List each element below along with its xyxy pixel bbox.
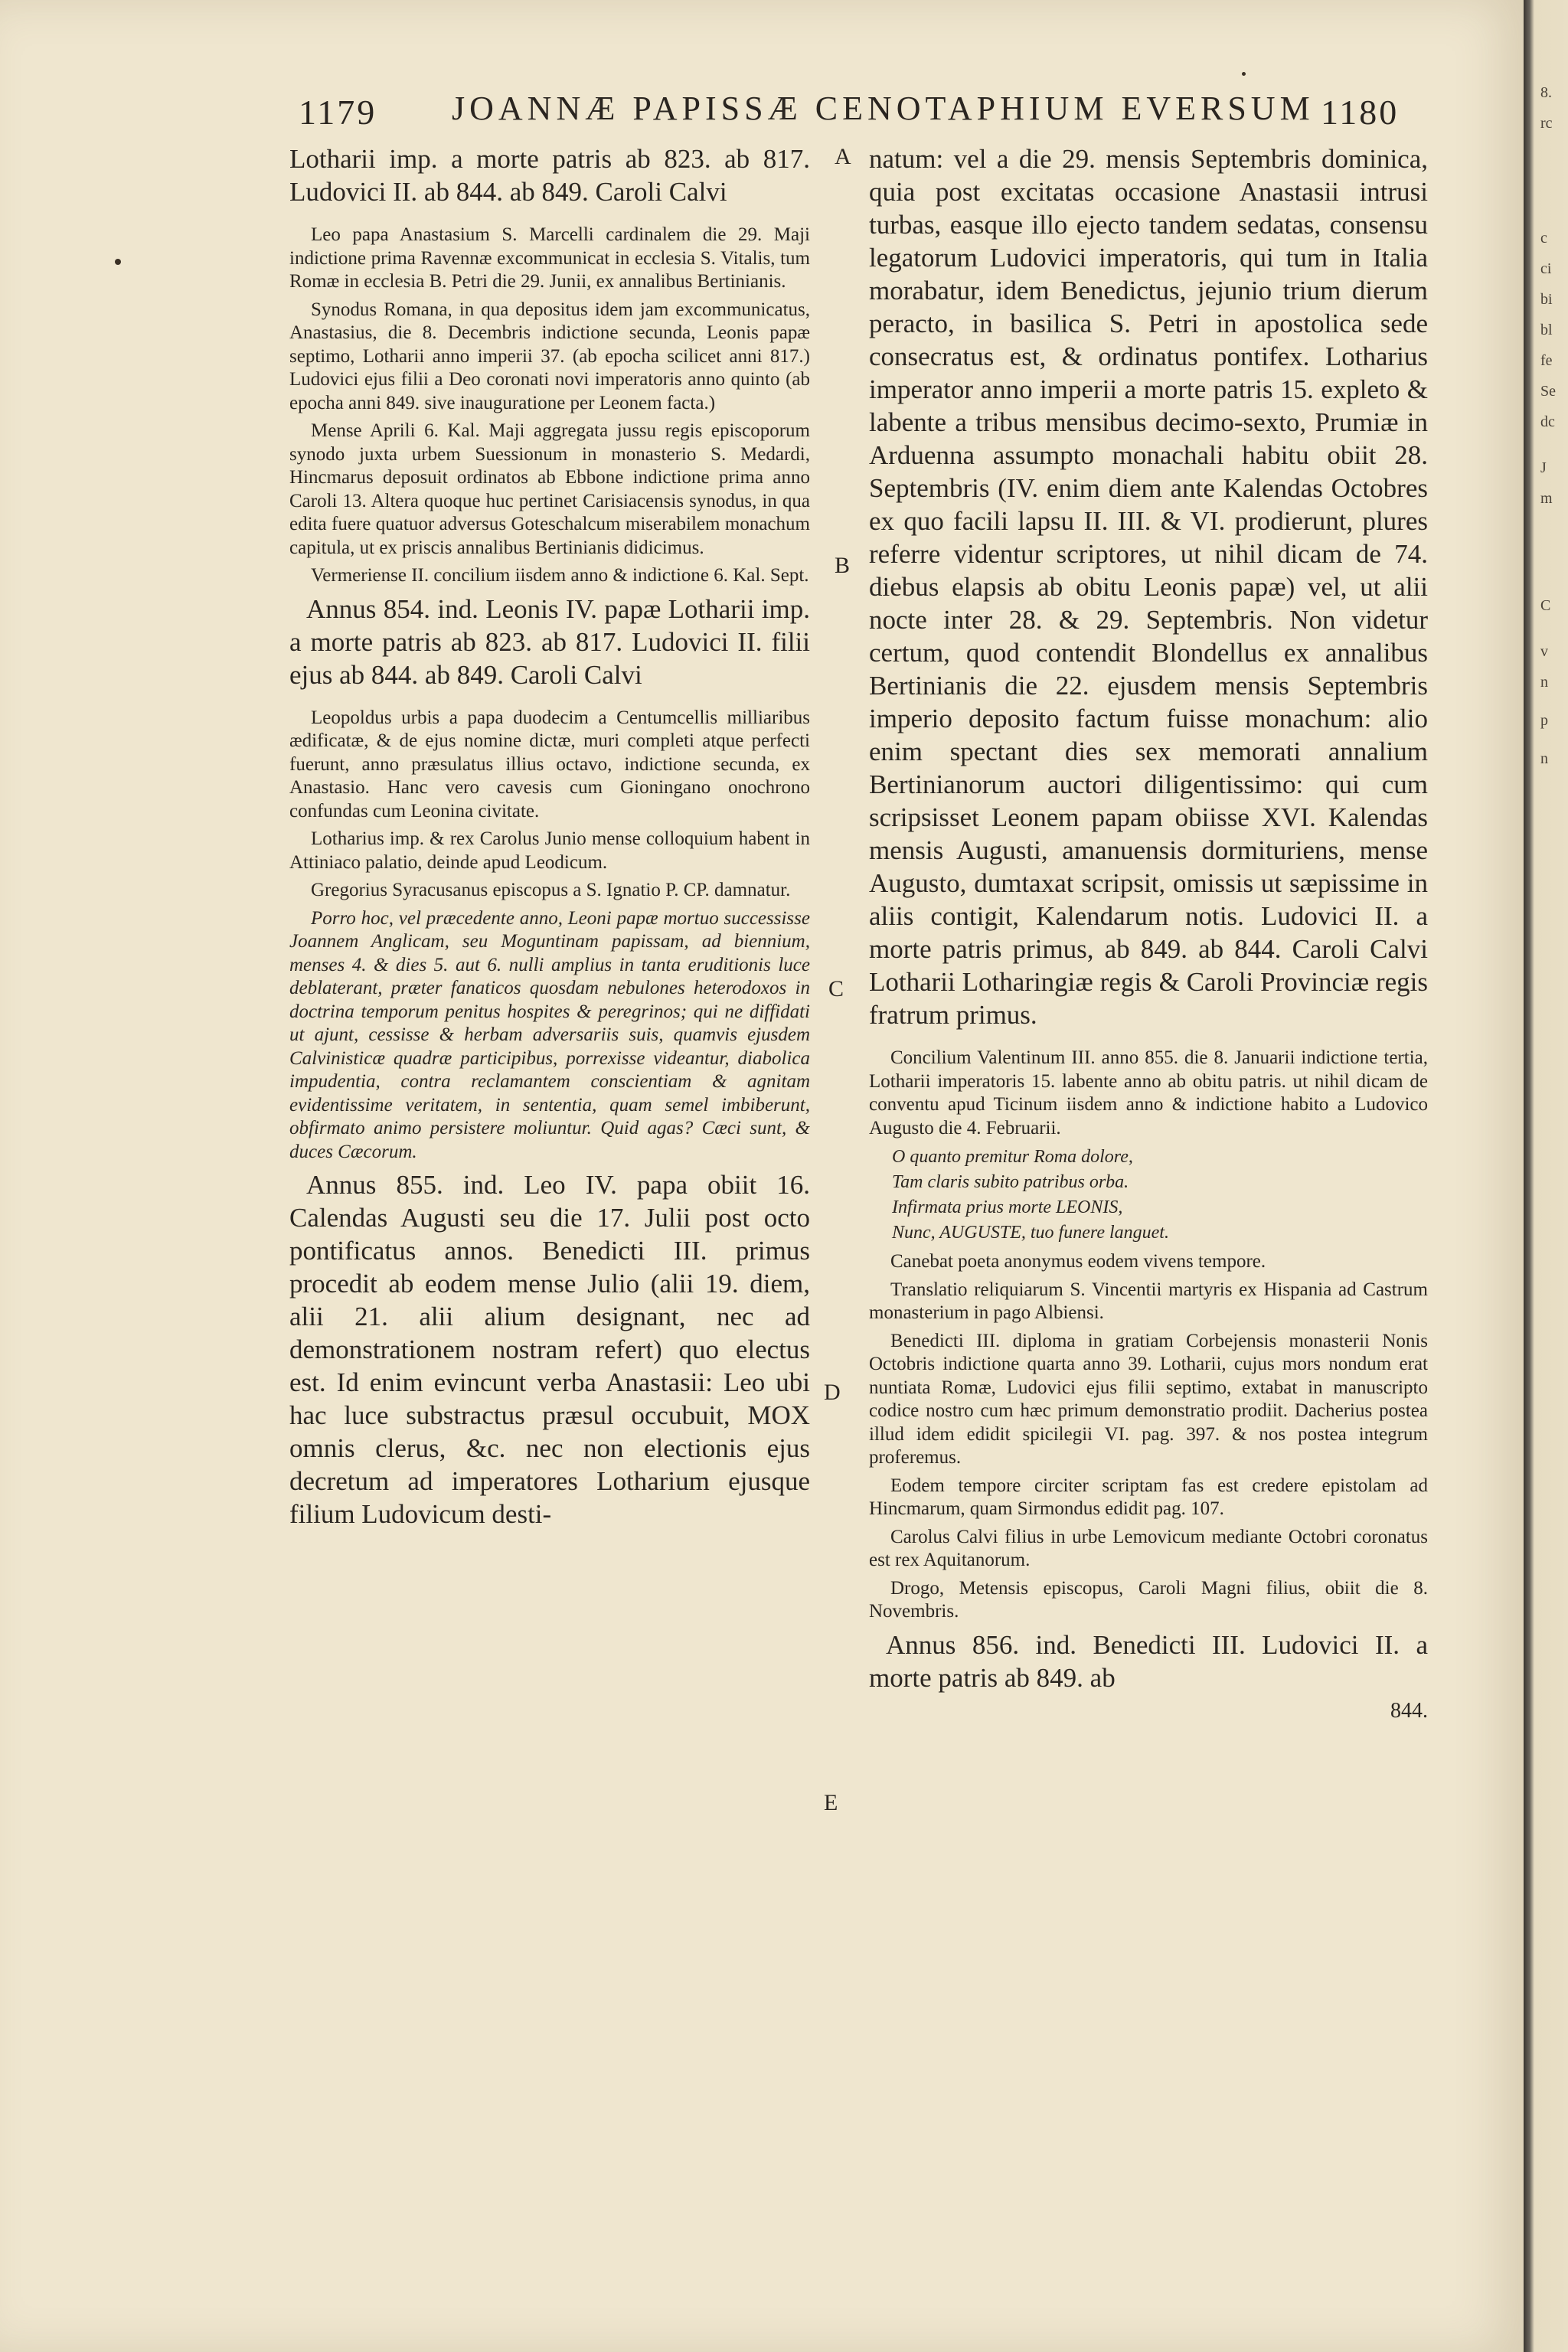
right-para-4: Canebat poeta anonymus eodem vivens tempore. [890,1251,1266,1272]
margin-letter-a: A [835,144,851,169]
right-para-1: natum: vel a die 29. mensis Septembris dominica, quia post excitatas occasione Anastasii intrusi turbas, easque illo ejecto tandem sedatas, consensu legatorum Ludovici imperatoris, qui tum in Italia morabatur, idem Benedictus, jejunio trium dierum peracto, in basilica S. Petri in apostolica sede consecratus est, & ordinatus pontifex. Lotharius imperator anno imperii a morte patris 15. expleto & labente a tribus mensibus decimo-sexto, Prumiæ in Arduenna assumpto monachali habitu obiit 28. Septembris (IV. enim diem ante Kalendas Octobres ex quo facili lapsu II. III. & VI. prodierunt, plures referre videntur scriptores, ut nihil dicam de 74. diebus elapsis ab obitu Leonis papæ) vel, ut alii nocte inter 28. & 29. Septembris. Non videtur certum, quod contendit Blondellus ex annalibus Bertinianis die 22. ejusdem mensis Septembris imperio deposito factum fuisse monachum: alio enim spectant dies sex memorati annalium Bertinianorum auctori diligentissimo: qui cum scripsisset Leonem papam obiisse XVI. Kalendas mensis Augusti, amanuensis dormituriens, mense Augusto, dumtaxat scripsit, omissis ut sæpissime in aliis contigit, Kalendarum notis. Ludovici II. a morte patris primus, ab 849. ab 844. Caroli Calvi Lotharii Lotharingiæ regis & Caroli Provinciæ regis fratrum primus. [869,144,1428,1030]
running-title: JOANNÆ PAPISSÆ CENOTAPHIUM EVERSUM [452,90,1315,127]
edge-fragment: J [1540,459,1547,476]
edge-fragment: n [1540,674,1548,691]
left-para-2: Leo papa Anastasium S. Marcelli cardinalem die 29. Maji indictione prima Ravennæ excommunicat in ecclesia S. Vitalis, tum Romæ in ecclesia B. Petri die 29. Junii, ex annalibus Bertinianis. [289,224,810,292]
left-column [289,142,810,1546]
italic-commentary: Porro hoc, vel præcedente anno, Leoni papæ mortuo successisse Joannem Anglicam, seu Moguntinam papissam, ad biennium, menses 4. & dies 5. aut 6. nulli amplius in tanta eruditionis luce deblaterant, præter fanaticos quosdam nebulones heterodoxos in doctrina temporum penitus hospites & peregrinos; qui ne diffidati ut ajunt, cessisse & herbam adversariis suis, quamvis ejusdem Calvinisticæ quadræ participibus, porrexisse videantur, diabolica impudentia, contra reclamantem conscientiam & agnitam evidentissime veritatem, in sententia, quam semel imbiberunt, obfirmato animo persistere moliuntur. Quid agas? Cæci sunt, & duces Cæcorum. [289,907,810,1162]
left-para-1: Lotharii imp. a morte patris ab 823. ab 817. Ludovici II. ab 844. ab 849. Caroli Calvi [289,144,810,207]
edge-fragment: v [1540,643,1548,660]
left-page-number: 1179 [299,93,377,132]
poem-line: Tam claris subito patribus orba. [892,1172,1129,1192]
edge-fragment: C [1540,597,1551,614]
margin-letter-e: E [824,1790,838,1815]
edge-fragment: fe [1540,352,1553,369]
right-para-2: Concilium Valentinum III. anno 855. die 8. Januarii indictione tertia, Lotharii imperatoris 15. labente anno ab obitu patris. ut nihil dicam de conventu apud Ticinum iisdem anno & indictione habito a Ludovico Augusto die 4. Februarii. [869,1047,1428,1138]
ink-speck [115,259,121,265]
left-para-7: Leopoldus urbis a papa duodecim a Centumcellis milliaribus ædificatæ, & de ejus nomine dictæ, muri completi atque perfecti fuerunt, anno præsulatus illius octavo, indictione secunda, ex Anastasio. Hanc vero cavesis cum Gioningano onochrono confundas cum Leonina civitate. [289,707,810,822]
year-855-entry: Annus 855. ind. Leo IV. papa obiit 16. Calendas Augusti seu die 17. Julii post octo pontificatus annos. Benedicti III. primus procedit ab eodem mense Julio (alii 19. diem, alii 21. alii alium designant, nec ad demonstrationem nostram refert) quo electus est. Id enim evincunt verba Anastasii: Leo ubi hac luce substractus præsul occubuit, MOX omnis clerus, &c. nec non electionis ejus decretum ad imperatores Lotharium ejusque filium Ludovicum desti- [289,1170,810,1529]
edge-fragment: dc [1540,413,1555,430]
year-856-entry: Annus 856. ind. Benedicti III. Ludovici II. a morte patris ab 849. ab [869,1629,1428,1693]
next-page-edge [1524,0,1568,2352]
right-para-7: Eodem tempore circiter scriptam fas est credere epistolam ad Hincmarum, quam Sirmondus edidit pag. 107. [869,1475,1428,1519]
left-para-5: Vermeriense II. concilium iisdem anno & indictione 6. Kal. Sept. [311,565,809,586]
right-para-5: Translatio reliquiarum S. Vincentii martyris ex Hispania ad Castrum monasterium in pago Albiensi. [869,1279,1428,1323]
margin-letter-d: D [824,1380,841,1405]
edge-fragment: bi [1540,291,1553,308]
edge-fragment: c [1540,230,1547,247]
poem-line: O quanto premitur Roma dolore, [892,1147,1133,1167]
left-para-8: Lotharius imp. & rex Carolus Junio mense colloquium habent in Attiniaco palatio, deinde apud Leodicum. [289,828,810,873]
right-para-9: Drogo, Metensis episcopus, Caroli Magni filius, obiit die 8. Novembris. [869,1577,1428,1622]
edge-fragment: n [1540,750,1548,767]
margin-letter-b: B [835,553,851,578]
right-column [869,142,1428,1723]
right-para-6: Benedicti III. diploma in gratiam Corbejensis monasterii Nonis Octobris indictione quarta anno 39. Lotharii, cujus mors nondum erat nuntiata Romæ, Ludovici ejus filii septimo, extabat in manuscripto codice nostro cum hæc primum demonstratio prodiit. Dacherius postea illud idem edidit spicilegii VI. pag. 397. & nos postea integrum proferemus. [869,1330,1428,1468]
catchword: 844. [1390,1698,1428,1723]
right-page-number: 1180 [1321,93,1400,132]
poem-line: Nunc, AUGUSTE, tuo funere languet. [892,1223,1169,1243]
poem [892,1145,1428,1246]
edge-fragment: bl [1540,322,1553,338]
margin-letter-c: C [828,976,844,1001]
edge-fragment: p [1540,712,1548,729]
edge-fragment: rc [1540,115,1553,132]
ink-speck [1242,72,1246,76]
right-para-8: Carolus Calvi filius in urbe Lemovicum mediante Octobri coronatus est rex Aquitanorum. [869,1526,1428,1570]
year-854-entry: Annus 854. ind. Leonis IV. papæ Lotharii imp. a morte patris ab 823. ab 817. Ludovici II. filii ejus ab 844. ab 849. Caroli Calvi [289,593,810,690]
left-para-9: Gregorius Syracusanus episcopus a S. Ignatio P. CP. damnatur. [311,880,791,900]
edge-fragment: m [1540,490,1553,507]
edge-fragment: ci [1540,260,1552,277]
left-para-4: Mense Aprili 6. Kal. Maji aggregata jussu regis episcoporum synodo juxta urbem Suessionum in monasterio S. Medardi, Hincmarus deposuit ordinatos ab Ebbone indictione prima anno Caroli 13. Altera quoque huc pertinet Carisiacensis synodus, in qua edita fuere quatuor adversus Goteschalcum miserabilem monachum capitula, ut ex priscis annalibus Bertinianis didicimus. [289,420,810,558]
edge-fragment: Se [1540,383,1556,400]
edge-fragment: 8. [1540,84,1552,101]
poem-line: Infirmata prius morte LEONIS, [892,1197,1123,1217]
left-para-3: Synodus Romana, in qua depositus idem jam excommunicatus, Anastasius, die 8. Decembris indictione secunda, Leonis papæ septimo, Lotharii anno imperii 37. (ab epocha scilicet anni 817.) Ludovici ejus filii a Deo coronati novi imperatoris anno quinto (ab epocha anni 849. sive inauguratione per Leonem facta.) [289,299,810,413]
